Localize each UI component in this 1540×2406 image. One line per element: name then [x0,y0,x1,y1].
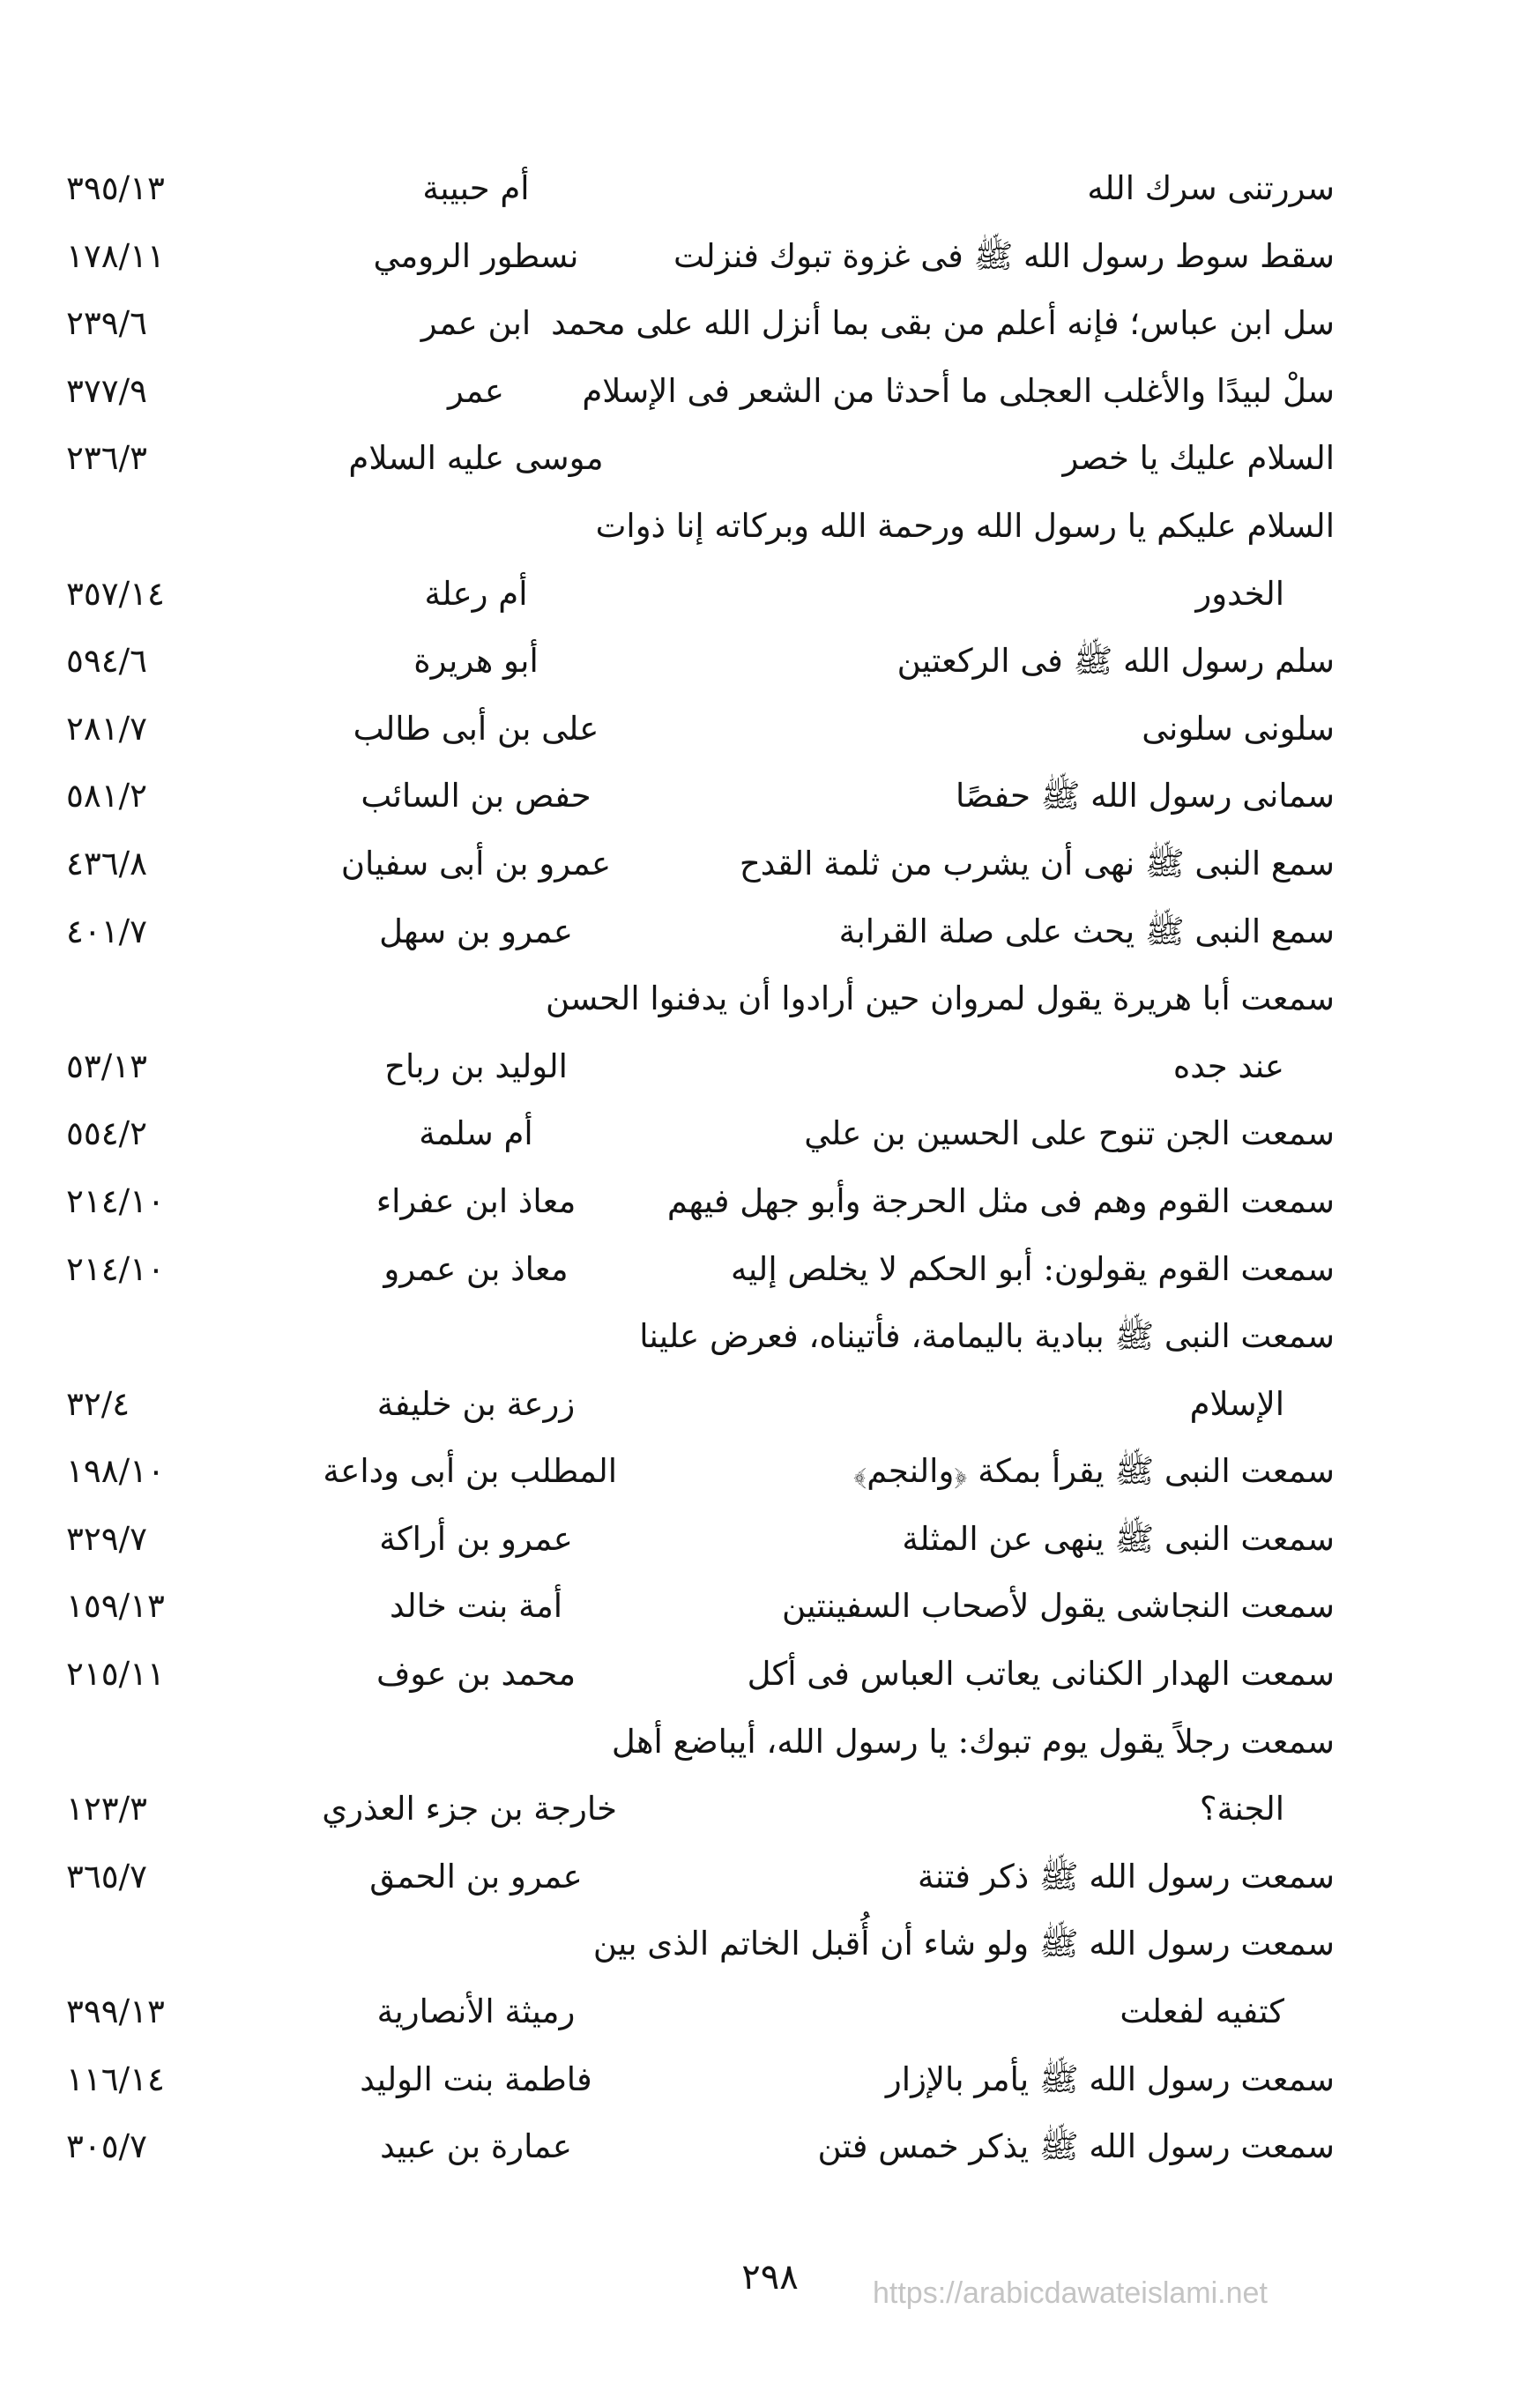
index-entry-row [0,561,1540,629]
volume-page-reference: ٢١٤/١٠ [66,1249,165,1288]
volume-page-reference: ٢١٤/١٠ [66,1181,165,1220]
index-entry-row [0,155,1540,223]
hadith-index-list [0,155,1540,2181]
index-entry-row [0,290,1540,358]
volume-page-reference: ٣٧٧/٩ [66,371,147,410]
hadith-phrase: سمعت الجن تنوح على الحسين بن علي [804,1114,1335,1153]
narrator-name: أم سلمة [419,1114,533,1153]
hadith-phrase: سمعت النجاشى يقول لأصحاب السفينتين [782,1587,1335,1626]
hadith-phrase: سل ابن عباس؛ فإنه أعلم من بقى بما أنزل الله على محمد [551,304,1335,343]
index-entry-row [0,1371,1540,1439]
index-entry-row [0,965,1540,1033]
narrator-name: معاذ بن عمرو [383,1249,569,1288]
volume-page-reference: ٥٥٤/٢ [66,1114,147,1153]
hadith-phrase: سمعت القوم يقولون: أبو الحكم لا يخلص إليه [731,1249,1335,1288]
hadith-phrase: سمعت أبا هريرة يقول لمروان حين أرادوا أن يدفنوا الحسن [546,980,1335,1018]
volume-page-reference: ٢٨١/٧ [66,709,147,748]
volume-page-reference: ١٧٨/١١ [66,236,165,275]
volume-page-reference: ١٩٨/١٠ [66,1452,165,1491]
index-entry-row [0,1709,1540,1777]
narrator-name: عمر [448,371,504,410]
index-entry-row [0,1303,1540,1371]
index-entry-row [0,1641,1540,1709]
hadith-phrase: سمعت الهدار الكنانى يعاتب العباس فى أكل [747,1655,1335,1694]
index-entry-row [0,898,1540,966]
narrator-name: أمة بنت خالد [389,1587,563,1626]
volume-page-reference: ٥٨١/٢ [66,777,147,816]
index-entry-row [0,223,1540,291]
volume-page-reference: ٣٥٧/١٤ [66,574,165,613]
index-entry-row [0,1236,1540,1304]
index-entry-row [0,628,1540,696]
hadith-phrase: الخدور [1195,574,1284,613]
narrator-name: المطلب بن أبى وداعة [323,1452,617,1491]
volume-page-reference: ٣٦٥/٧ [66,1857,147,1896]
narrator-name: عمارة بن عبيد [380,2127,572,2166]
hadith-phrase: سقط سوط رسول الله ﷺ فى غزوة تبوك فنزلت [673,236,1335,275]
hadith-phrase: سمعت القوم وهم فى مثل الحرجة وأبو جهل فيهم [666,1181,1335,1220]
hadith-phrase: عند جده [1172,1047,1284,1085]
narrator-name: فاطمة بنت الوليد [360,2060,592,2098]
index-entry-row [0,1100,1540,1168]
hadith-phrase: السلام عليكم يا رسول الله ورحمة الله وبركاته إنا ذوات [595,506,1335,545]
narrator-name: حفص بن السائب [361,777,591,816]
volume-page-reference: ٤٣٦/٨ [66,844,147,883]
narrator-name: رميثة الأنصارية [376,1993,576,2031]
narrator-name: معاذ ابن عفراء [376,1181,577,1220]
volume-page-reference: ٥٩٤/٦ [66,642,147,681]
hadith-phrase: سمعت النبى ﷺ يقرأ بمكة ﴿والنجم﴾ [853,1452,1335,1491]
hadith-phrase: سمع النبى ﷺ يحث على صلة القرابة [838,912,1335,950]
hadith-phrase: سررتنى سرك الله [1087,169,1335,207]
hadith-phrase: الإسلام [1189,1384,1284,1423]
narrator-name: زرعة بن خليفة [376,1384,576,1423]
volume-page-reference: ٥٣/١٣ [66,1047,147,1085]
narrator-name: عمرو بن سهل [379,912,573,950]
index-entry-row [0,831,1540,898]
index-entry-row [0,1438,1540,1506]
narrator-name: على بن أبى طالب [353,709,599,748]
index-entry-row [0,763,1540,831]
narrator-name: أبو هريرة [413,642,539,681]
narrator-name: أم حبيبة [422,169,530,207]
narrator-name: نسطور الرومي [373,236,579,275]
hadith-phrase: سمعت رسول الله ﷺ ذكر فتنة [918,1857,1335,1896]
narrator-name: أم رعلة [424,574,528,613]
volume-page-reference: ٣٢/٤ [66,1384,130,1423]
narrator-name: موسى عليه السلام [348,439,604,478]
hadith-phrase: سمعت النبى ﷺ ينهى عن المثلة [902,1519,1335,1558]
index-entry-row [0,2046,1540,2114]
index-entry-row [0,425,1540,493]
hadith-phrase: سلْ لبيدًا والأغلب العجلى ما أحدثا من الشعر فى الإسلام [582,371,1335,410]
hadith-phrase: سمعت رجلاً يقول يوم تبوك: يا رسول الله، أيباضع أهل [611,1722,1335,1761]
volume-page-reference: ١٢٣/٣ [66,1790,147,1829]
index-entry-row [0,696,1540,764]
index-entry-row [0,1776,1540,1844]
hadith-phrase: سمع النبى ﷺ نهى أن يشرب من ثلمة القدح [739,844,1335,883]
narrator-name: ابن عمر [420,304,532,343]
hadith-phrase: سمعت رسول الله ﷺ يأمر بالإزار [885,2060,1335,2098]
index-entry-row [0,1844,1540,1911]
volume-page-reference: ٣٩٥/١٣ [66,169,165,207]
hadith-phrase: سمعت رسول الله ﷺ يذكر خمس فتن [817,2127,1335,2166]
hadith-phrase: سمعت رسول الله ﷺ ولو شاء أن أُقبل الخاتم الذى بين [592,1925,1335,1963]
hadith-phrase: سمانى رسول الله ﷺ حفصًا [956,777,1335,816]
narrator-name: عمرو بن الحمق [369,1857,583,1896]
volume-page-reference: ١١٦/١٤ [66,2060,165,2098]
index-entry-row [0,1033,1540,1101]
volume-page-reference: ٢٣٩/٦ [66,304,147,343]
narrator-name: خارجة بن جزء العذري [322,1790,617,1829]
volume-page-reference: ٢٣٦/٣ [66,439,147,478]
index-entry-row [0,2113,1540,2181]
index-entry-row [0,493,1540,561]
volume-page-reference: ٣٩٩/١٣ [66,1993,165,2031]
hadith-phrase: سلونى سلونى [1142,709,1335,748]
index-entry-row [0,358,1540,426]
volume-page-reference: ٣٢٩/٧ [66,1519,147,1558]
hadith-phrase: الجنة؟ [1199,1790,1284,1829]
volume-page-reference: ١٥٩/١٣ [66,1587,165,1626]
hadith-phrase: السلام عليك يا خصر [1062,439,1335,478]
index-entry-row [0,1911,1540,1978]
volume-page-reference: ٢١٥/١١ [66,1655,165,1694]
narrator-name: عمرو بن أبى سفيان [340,844,612,883]
hadith-phrase: كتفيه لفعلت [1120,1993,1284,2031]
index-entry-row [0,1978,1540,2046]
index-entry-row [0,1168,1540,1236]
index-entry-row [0,1506,1540,1574]
narrator-name: الوليد بن رباح [384,1047,568,1085]
watermark-url: https://arabicdawateislami.net [873,2276,1268,2310]
hadith-phrase: سمعت النبى ﷺ ببادية باليمامة، فأتيناه، فعرض علينا [639,1317,1335,1356]
volume-page-reference: ٤٠١/٧ [66,912,147,950]
volume-page-reference: ٣٠٥/٧ [66,2127,147,2166]
page-number: ٢٩٨ [741,2257,799,2298]
index-entry-row [0,1573,1540,1641]
hadith-phrase: سلم رسول الله ﷺ فى الركعتين [896,642,1335,681]
narrator-name: محمد بن عوف [376,1655,577,1694]
narrator-name: عمرو بن أراكة [379,1519,573,1558]
